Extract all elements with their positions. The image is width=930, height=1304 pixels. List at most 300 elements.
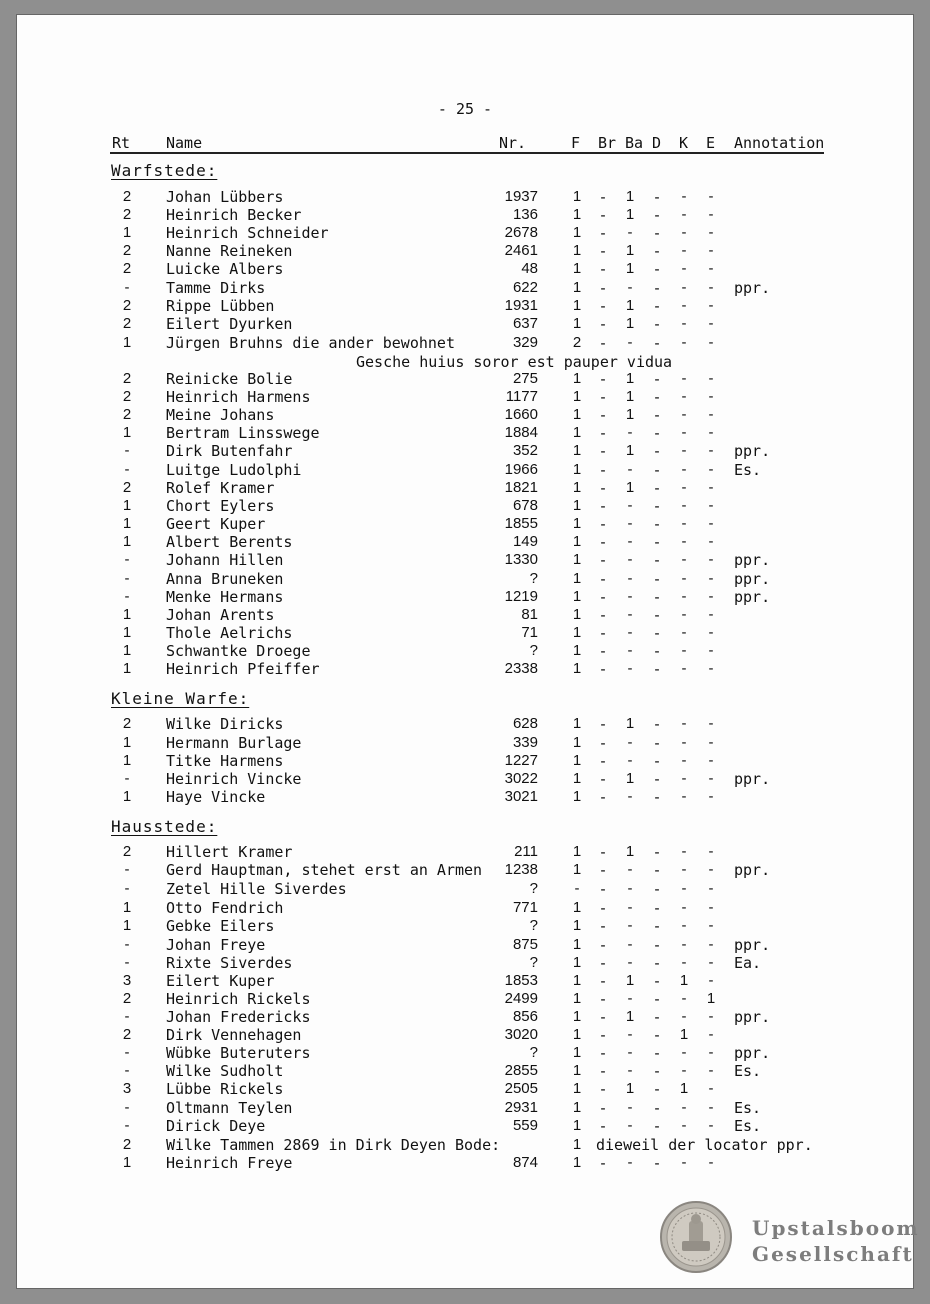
cell-f: 1 [572, 1062, 582, 1079]
cell-f: 1 [572, 861, 582, 878]
cell-br: - [598, 1154, 608, 1172]
cell-f: 1 [572, 660, 582, 677]
cell-ba: - [627, 570, 633, 587]
cell-e: - [708, 279, 714, 296]
cell-nr: 3020 [504, 1026, 538, 1043]
cell-name: Wilke Sudholt [166, 1062, 284, 1080]
cell-ba: - [627, 880, 633, 897]
cell-br: - [598, 570, 608, 588]
cell-k: - [681, 297, 687, 314]
cell-name: Wilke Diricks [166, 715, 284, 733]
cell-name: Hermann Burlage [166, 734, 302, 752]
cell-rt: 1 [122, 917, 132, 934]
seal-icon [660, 1201, 732, 1273]
cell-d: - [652, 315, 662, 333]
cell-rt: - [124, 770, 130, 787]
cell-e: - [708, 315, 714, 332]
cell-ann: ppr. [734, 1044, 771, 1062]
cell-f: 1 [572, 899, 582, 916]
cell-d: - [652, 880, 662, 898]
cell-d: - [652, 843, 662, 861]
section-title-warfstede: Warfstede: [111, 161, 218, 180]
cell-ba: - [627, 954, 633, 971]
cell-e: - [708, 206, 714, 223]
cell-k: 1 [679, 1026, 689, 1043]
cell-br: - [598, 297, 608, 315]
cell-name: Thole Aelrichs [166, 624, 293, 642]
cell-rt: - [124, 880, 130, 897]
cell-name: Titke Harmens [166, 752, 284, 770]
cell-rt: - [124, 1062, 130, 1079]
header-f: F [571, 134, 581, 152]
cell-nr: ? [529, 954, 538, 971]
cell-k: - [681, 533, 687, 550]
cell-k: - [681, 660, 687, 677]
cell-br: - [598, 770, 608, 788]
cell-nr: 2499 [504, 990, 538, 1007]
cell-br: - [598, 861, 608, 879]
cell-nr: 3022 [504, 770, 538, 787]
cell-nr: 2338 [504, 660, 538, 677]
cell-br: - [598, 370, 608, 388]
cell-f: 1 [572, 734, 582, 751]
cell-rt: - [124, 954, 130, 971]
cell-name: Zetel Hille Siverdes [166, 880, 347, 898]
cell-d: - [652, 260, 662, 278]
cell-rt: 1 [122, 533, 132, 550]
cell-ba: - [627, 551, 633, 568]
cell-rt: - [124, 442, 130, 459]
cell-f: 1 [572, 1117, 582, 1134]
cell-d: - [652, 1154, 662, 1172]
cell-e: - [708, 224, 714, 241]
cell-rt: 2 [122, 1136, 132, 1153]
cell-br: - [598, 279, 608, 297]
cell-e: - [708, 954, 714, 971]
cell-ba: 1 [625, 843, 635, 860]
cell-e: - [708, 297, 714, 314]
cell-name: Heinrich Vincke [166, 770, 302, 788]
cell-f: 1 [572, 497, 582, 514]
cell-nr: 771 [512, 899, 538, 916]
table-row [0, 242, 930, 260]
cell-f: 1 [572, 515, 582, 532]
cell-br: - [598, 588, 608, 606]
header-name: Name [166, 134, 203, 152]
table-row [0, 1136, 930, 1154]
cell-k: - [681, 388, 687, 405]
cell-ba: - [627, 588, 633, 605]
cell-ann: ppr. [734, 1008, 771, 1026]
table-row [0, 899, 930, 917]
table-row [0, 990, 930, 1008]
cell-rt: 1 [122, 624, 132, 641]
cell-br: - [598, 990, 608, 1008]
cell-k: - [681, 734, 687, 751]
header-d: D [652, 134, 662, 152]
cell-k: - [681, 880, 687, 897]
cell-br: - [598, 551, 608, 569]
cell-k: - [681, 334, 687, 351]
cell-f: 1 [572, 551, 582, 568]
cell-name: Heinrich Harmens [166, 388, 311, 406]
table-row [0, 533, 930, 551]
cell-nr: 211 [514, 843, 538, 860]
cell-ba: 1 [625, 442, 635, 459]
cell-br: - [598, 880, 608, 898]
cell-e: - [708, 1044, 714, 1061]
cell-f: - [574, 880, 580, 897]
cell-d: - [652, 1044, 662, 1062]
cell-e: 1 [706, 990, 716, 1007]
cell-e: - [708, 624, 714, 641]
cell-f: 1 [572, 1008, 582, 1025]
table-row [0, 260, 930, 278]
table-row [0, 551, 930, 569]
cell-br: - [598, 752, 608, 770]
cell-nr: 1238 [504, 861, 538, 878]
cell-d: - [652, 206, 662, 224]
cell-e: - [708, 388, 714, 405]
cell-rt: 2 [122, 479, 132, 496]
cell-rt: - [124, 461, 130, 478]
cell-e: - [708, 260, 714, 277]
cell-ba: 1 [625, 242, 635, 259]
cell-f: 1 [572, 843, 582, 860]
cell-d: - [652, 642, 662, 660]
cell-rt: 2 [122, 297, 132, 314]
cell-ba: - [627, 224, 633, 241]
cell-ba: - [627, 1117, 633, 1134]
cell-ba: 1 [625, 406, 635, 423]
cell-name: Heinrich Pfeiffer [166, 660, 320, 678]
cell-br: - [598, 954, 608, 972]
cell-br: - [598, 917, 608, 935]
cell-br: - [598, 899, 608, 917]
cell-k: - [681, 788, 687, 805]
cell-d: - [652, 551, 662, 569]
cell-ba: - [627, 1154, 633, 1171]
cell-nr: 71 [521, 624, 538, 641]
cell-k: - [681, 1008, 687, 1025]
cell-ba: - [627, 1044, 633, 1061]
cell-d: - [652, 588, 662, 606]
cell-nr: 875 [512, 936, 538, 953]
cell-nr: 1937 [504, 188, 538, 205]
cell-k: - [681, 442, 687, 459]
cell-rt: - [124, 588, 130, 605]
cell-nr: ? [529, 642, 538, 659]
cell-d: - [652, 479, 662, 497]
cell-f: 1 [572, 788, 582, 805]
cell-ba: - [627, 917, 633, 934]
table-row [0, 972, 930, 990]
cell-k: - [681, 206, 687, 223]
cell-k: - [681, 588, 687, 605]
cell-ann: ppr. [734, 279, 771, 297]
cell-k: - [681, 770, 687, 787]
cell-br: - [598, 406, 608, 424]
cell-nr: 856 [512, 1008, 538, 1025]
cell-br: - [598, 660, 608, 678]
cell-nr: 2678 [504, 224, 538, 241]
note-line: Gesche huius soror est pauper vidua [356, 353, 673, 371]
cell-name: Jürgen Bruhns die ander bewohnet [166, 334, 455, 352]
cell-name: Gebke Eilers [166, 917, 275, 935]
cell-ba: 1 [625, 206, 635, 223]
cell-name: Johan Fredericks [166, 1008, 311, 1026]
table-row [0, 479, 930, 497]
cell-e: - [708, 1026, 714, 1043]
cell-d: - [652, 334, 662, 352]
cell-f: 1 [572, 406, 582, 423]
cell-e: - [708, 917, 714, 934]
cell-name: Hillert Kramer [166, 843, 293, 861]
cell-rt: 1 [122, 752, 132, 769]
cell-br: - [598, 224, 608, 242]
cell-f: 1 [572, 624, 582, 641]
cell-rt: 2 [122, 715, 132, 732]
cell-d: - [652, 497, 662, 515]
cell-ann: Es. [734, 1062, 762, 1080]
cell-rt: - [124, 279, 130, 296]
cell-e: - [708, 461, 714, 478]
cell-br: - [598, 624, 608, 642]
cell-f: 1 [572, 242, 582, 259]
cell-nr: ? [529, 880, 538, 897]
cell-ann: ppr. [734, 551, 771, 569]
cell-d: - [652, 188, 662, 206]
cell-d: - [652, 533, 662, 551]
cell-name: Anna Bruneken [166, 570, 284, 588]
cell-f: 1 [572, 424, 582, 441]
cell-nr: 2505 [504, 1080, 538, 1097]
cell-rt: 1 [122, 788, 132, 805]
cell-rt: 1 [122, 424, 132, 441]
cell-f: 1 [572, 917, 582, 934]
table-row [0, 936, 930, 954]
cell-nr: 1931 [504, 297, 538, 314]
cell-ba: 1 [625, 188, 635, 205]
cell-e: - [708, 899, 714, 916]
cell-rt: 2 [122, 843, 132, 860]
cell-br: - [598, 1099, 608, 1117]
cell-f: 1 [572, 388, 582, 405]
cell-ba: - [627, 424, 633, 441]
cell-d: - [652, 515, 662, 533]
cell-br: - [598, 1026, 608, 1044]
cell-k: - [681, 279, 687, 296]
table-row [0, 624, 930, 642]
cell-nr: 637 [512, 315, 538, 332]
cell-e: - [708, 752, 714, 769]
cell-name: Rippe Lübben [166, 297, 275, 315]
cell-name: Johan Freye [166, 936, 266, 954]
cell-d: - [652, 990, 662, 1008]
cell-rt: - [124, 1117, 130, 1134]
cell-f: 1 [572, 206, 582, 223]
cell-d: - [652, 899, 662, 917]
cell-d: - [652, 936, 662, 954]
table-row [0, 1026, 930, 1044]
cell-br: - [598, 533, 608, 551]
cell-k: - [681, 1154, 687, 1171]
table-row [0, 715, 930, 733]
header-rt: Rt [112, 134, 131, 152]
cell-f: 1 [572, 260, 582, 277]
cell-rt: 1 [122, 515, 132, 532]
cell-e: - [708, 406, 714, 423]
cell-k: - [681, 642, 687, 659]
cell-e: - [708, 551, 714, 568]
cell-ann: ppr. [734, 936, 771, 954]
cell-name: Eilert Kuper [166, 972, 275, 990]
cell-d: - [652, 461, 662, 479]
table-row [0, 206, 930, 224]
cell-ba: 1 [625, 388, 635, 405]
cell-br: - [598, 936, 608, 954]
cell-e: - [708, 442, 714, 459]
table-row [0, 334, 930, 352]
cell-d: - [652, 242, 662, 260]
cell-name: Albert Berents [166, 533, 293, 551]
table-row [0, 1099, 930, 1117]
cell-br: - [598, 442, 608, 460]
cell-d: - [652, 972, 662, 990]
cell-ba: - [627, 734, 633, 751]
table-row [0, 224, 930, 242]
cell-f: 1 [572, 279, 582, 296]
cell-name: Wilke Tammen 2869 in Dirk Deyen Bode: [166, 1136, 501, 1154]
cell-br: - [598, 1008, 608, 1026]
cell-e: - [708, 497, 714, 514]
cell-d: - [652, 1008, 662, 1026]
cell-k: - [681, 242, 687, 259]
cell-nr: 1884 [504, 424, 538, 441]
cell-name: Reinicke Bolie [166, 370, 293, 388]
cell-d: - [652, 715, 662, 733]
cell-f: 1 [572, 1099, 582, 1116]
cell-d: - [652, 297, 662, 315]
cell-d: - [652, 734, 662, 752]
cell-ba: - [627, 461, 633, 478]
cell-f: 1 [572, 954, 582, 971]
cell-d: - [652, 788, 662, 806]
table-row [0, 370, 930, 388]
table-row [0, 497, 930, 515]
cell-e: - [708, 1099, 714, 1116]
cell-br: - [598, 1080, 608, 1098]
cell-br: - [598, 315, 608, 333]
cell-br: - [598, 479, 608, 497]
cell-nr: 2855 [504, 1062, 538, 1079]
cell-k: - [681, 406, 687, 423]
cell-br: - [598, 843, 608, 861]
cell-k: - [681, 260, 687, 277]
cell-rt: - [124, 1099, 130, 1116]
cell-name: Tamme Dirks [166, 279, 266, 297]
cell-name: Luitge Ludolphi [166, 461, 302, 479]
cell-br: dieweil der locator ppr. [596, 1136, 813, 1154]
cell-ba: 1 [625, 315, 635, 332]
cell-rt: 2 [122, 370, 132, 387]
table-row [0, 861, 930, 879]
cell-rt: 2 [122, 260, 132, 277]
cell-k: - [681, 624, 687, 641]
page-number: - 25 - [437, 100, 493, 118]
cell-f: 1 [572, 461, 582, 478]
table-row [0, 1080, 930, 1098]
cell-ann: Es. [734, 1099, 762, 1117]
cell-f: 1 [572, 1026, 582, 1043]
cell-k: - [681, 990, 687, 1007]
cell-br: - [598, 1062, 608, 1080]
cell-nr: 149 [512, 533, 538, 550]
cell-nr: 136 [512, 206, 538, 223]
cell-nr: ? [529, 917, 538, 934]
cell-e: - [708, 424, 714, 441]
cell-k: - [681, 752, 687, 769]
cell-k: - [681, 606, 687, 623]
table-row [0, 1117, 930, 1135]
cell-d: - [652, 917, 662, 935]
cell-f: 1 [572, 1080, 582, 1097]
cell-f: 2 [572, 334, 582, 351]
cell-br: - [598, 206, 608, 224]
cell-e: - [708, 334, 714, 351]
cell-d: - [652, 770, 662, 788]
cell-k: - [681, 1117, 687, 1134]
cell-f: 1 [572, 370, 582, 387]
cell-rt: 1 [122, 224, 132, 241]
cell-d: - [652, 1026, 662, 1044]
cell-e: - [708, 660, 714, 677]
cell-k: - [681, 515, 687, 532]
cell-nr: ? [529, 570, 538, 587]
cell-rt: 1 [122, 899, 132, 916]
cell-name: Heinrich Schneider [166, 224, 329, 242]
cell-d: - [652, 1099, 662, 1117]
cell-nr: 1330 [504, 551, 538, 568]
table-row [0, 315, 930, 333]
cell-ann: Es. [734, 461, 762, 479]
cell-name: Luicke Albers [166, 260, 284, 278]
cell-e: - [708, 936, 714, 953]
cell-d: - [652, 442, 662, 460]
cell-br: - [598, 606, 608, 624]
cell-name: Dirick Deye [166, 1117, 266, 1135]
cell-name: Dirk Butenfahr [166, 442, 293, 460]
header-ba: Ba [625, 134, 644, 152]
cell-rt: 1 [122, 642, 132, 659]
cell-d: - [652, 1080, 662, 1098]
cell-ba: - [627, 279, 633, 296]
cell-name: Menke Hermans [166, 588, 284, 606]
cell-e: - [708, 715, 714, 732]
cell-k: 1 [679, 1080, 689, 1097]
cell-name: Schwantke Droege [166, 642, 311, 660]
cell-nr: 678 [512, 497, 538, 514]
cell-f: 1 [572, 936, 582, 953]
table-row [0, 880, 930, 898]
cell-ba: - [627, 1026, 633, 1043]
cell-rt: - [124, 1008, 130, 1025]
cell-name: Meine Johans [166, 406, 275, 424]
cell-k: - [681, 899, 687, 916]
cell-e: - [708, 880, 714, 897]
cell-f: 1 [572, 479, 582, 496]
cell-nr: 628 [512, 715, 538, 732]
